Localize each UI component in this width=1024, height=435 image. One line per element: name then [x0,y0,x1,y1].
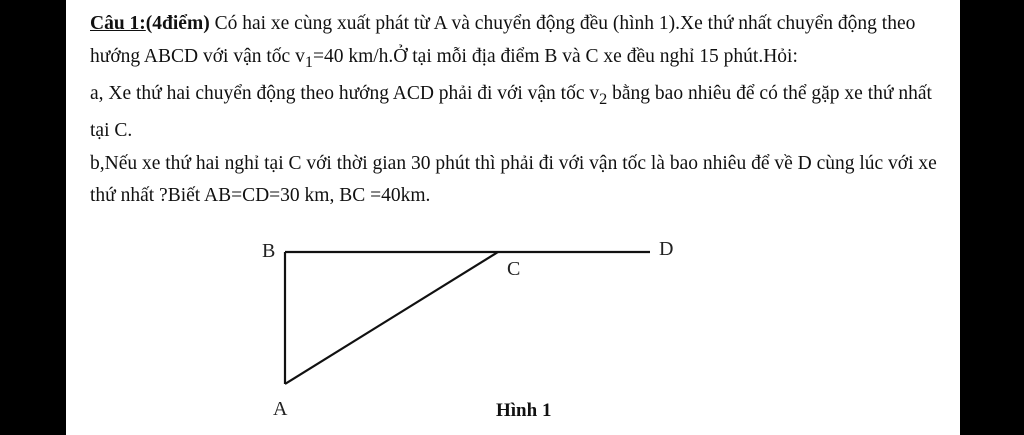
figure-caption: Hình 1 [496,400,552,421]
label-d: D [659,238,674,260]
document-page [66,0,960,435]
intro-subscript: 1 [304,52,313,71]
figure-diagram [66,0,960,435]
part-a-subscript: 2 [599,89,608,108]
part-b: b,Nếu xe thứ hai nghỉ tại C với thời gian 30 phút thì phải đi với vận tốc là bao nhiêu để về D cùng lúc với xe thứ nhất ?Biết AB=CD=30 km, BC =40km. [90,152,937,207]
intro-text-1: Có hai xe cùng xuất phát từ A và chuyển động đều (hình 1).Xe thứ nhất chuyển động theo hướng ABCD với vận tốc v [90,13,916,67]
line-ac [285,252,498,384]
part-a-text-1: a, Xe thứ hai chuyển động theo hướng ACD phải đi với vận tốc v [90,82,600,104]
label-b: B [262,240,276,262]
label-a: A [273,398,288,420]
intro-text-2: =40 km/h.Ở tại mỗi địa điểm B và C xe đều nghỉ 15 phút.Hỏi: [312,45,798,67]
part-a-text-2: bằng bao nhiêu để có thể gặp xe thứ nhất tại C. [90,82,932,142]
label-c: C [507,258,521,280]
question-label: Câu 1: [90,13,146,34]
question-score: (4điểm) [145,13,210,34]
